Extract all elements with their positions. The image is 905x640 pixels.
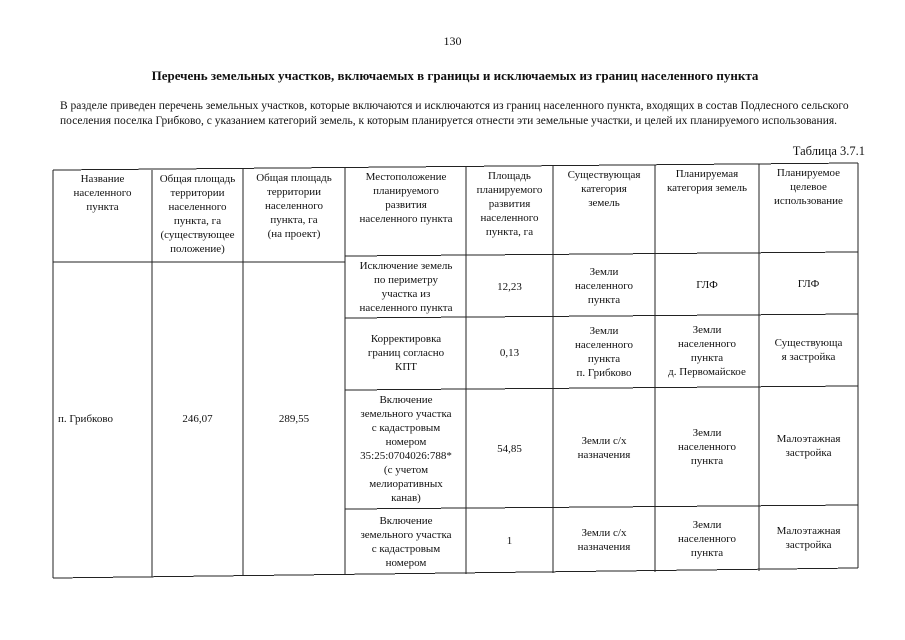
table-row-4-location: Включение земельного участка с кадастровым номером <box>360 514 452 569</box>
header-area-project: Общая площадь территории населенного пункта, га (на проект) <box>256 172 332 240</box>
header-planned-category: Планируемая категория земель <box>667 168 747 194</box>
table-row-2-location: Корректировка границ согласно КПТ <box>367 333 445 373</box>
settlement-area-project: 289,55 <box>278 413 310 425</box>
table-row-1-location: Исключение земель по периметру участка из населенного пункта <box>359 259 453 314</box>
header-settlement-name: Название населенного пункта <box>73 173 132 213</box>
header-location: Местоположение планируемого развития населенного пункта <box>359 171 453 225</box>
document-title: Перечень земельных участков, включаемых в границы и исключаемых из границ населенного пункта <box>151 68 759 83</box>
table-row-2-planned: Земли населенного пункта д. Первомайское <box>668 324 746 378</box>
table-row-2-area: 0,13 <box>499 347 520 359</box>
intro-paragraph: В разделе приведен перечень земельных участков, которые включаются и исключаются из границ населенного пункта, входящих в состав Подлесного сельского поселения поселка Грибково, с указанием категорий земель, к которым планируется отнести эти земельные участки, и целей их планируемого использования. <box>60 100 849 127</box>
page-number: 130 <box>443 34 462 48</box>
table-row-1-existing: Земли населенного пункта <box>574 265 634 306</box>
table-row-2-existing: Земли населенного пункта п. Грибково <box>574 325 634 379</box>
table-row-1-use: ГЛФ <box>797 277 820 290</box>
table-row-4-planned: Земли населенного пункта <box>677 519 737 559</box>
settlement-area-current: 246,07 <box>182 413 213 425</box>
table-row-1-planned: ГЛФ <box>696 278 718 291</box>
table-row-1-area: 12,23 <box>497 280 522 293</box>
table-row-4-existing: Земли с/х назначения <box>577 527 631 553</box>
table-row-3-existing: Земли с/х назначения <box>577 435 631 461</box>
header-area-current: Общая площадь территории населенного пункта, га (существующее положение) <box>159 173 236 255</box>
header-area-planned: Площадь планируемого развития населенного пункта, га <box>476 170 543 238</box>
table-row-3-planned: Земли населенного пункта <box>677 427 737 467</box>
table-row-4-area: 1 <box>506 535 513 547</box>
table-row-3-use: Малоэтажная застройка <box>776 433 841 459</box>
header-planned-use: Планируемое целевое использование <box>774 167 843 207</box>
table-row-2-use: Существующа я застройка <box>774 337 843 363</box>
table-row-3-location: Включение земельного участка с кадастровым номером 35:25:0704026:788* (с учетом мелиоративных канав) <box>360 394 452 504</box>
settlement-name: п. Грибково <box>58 413 113 425</box>
table-row-4-use: Малоэтажная застройка <box>776 525 841 551</box>
header-existing-category: Существующая категория земель <box>567 169 641 209</box>
table-caption: Таблица 3.7.1 <box>792 144 865 158</box>
table-row-3-area: 54,85 <box>497 443 522 455</box>
